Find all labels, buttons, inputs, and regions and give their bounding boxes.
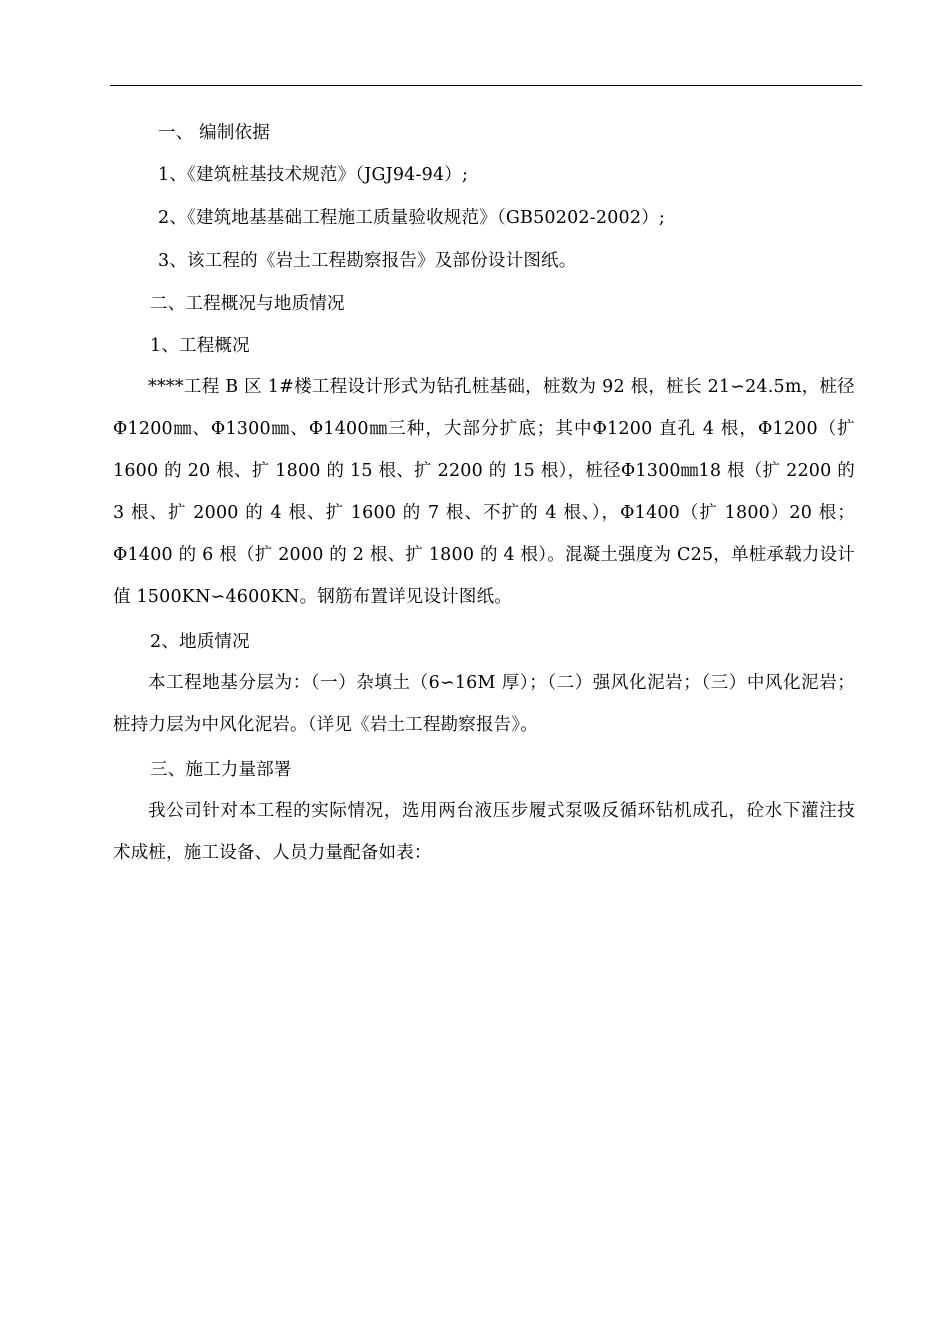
- header-rule: [110, 85, 862, 86]
- section1-heading: 一、 编制依据: [158, 123, 270, 143]
- overview-paragraph: ****工程 B 区 1#楼工程设计形式为钻孔桩基础，桩数为 92 根，桩长 21∽24.5m，桩径Φ1200㎜、Φ1300㎜、Φ1400㎜三种，大部分扩底；其中Φ1200 直孔 4 根，Φ1200（扩 1600 的 20 根、扩 1800 的 15 根、扩 2200 的 15 根），桩径Φ1300㎜18 根（扩 2200 的 3 根、扩 2000 的 4 根、扩 1600 的 7 根、不扩的 4 根、），Φ1400（扩 1800）20 根；Φ1400 的 6 根（扩 2000 的 2 根、扩 1800 的 4 根）。混凝土强度为 C25，单桩承载力设计值 1500KN∽4600KN。钢筋布置详见设计图纸。: [113, 377, 855, 607]
- deployment-paragraph: 我公司针对本工程的实际情况，选用两台液压步履式泵吸反循环钻机成孔，砼水下灌注技术成桩，施工设备、人员力量配备如表：: [113, 801, 855, 863]
- subsection-overview-heading: 1、工程概况: [150, 336, 250, 356]
- section2-heading: 二、工程概况与地质情况: [150, 294, 345, 314]
- basis-item-2: 2、《建筑地基基础工程施工质量验收规范》（GB50202-2002）;: [158, 208, 665, 228]
- basis-item-3: 3、该工程的《岩土工程勘察报告》及部份设计图纸。: [158, 251, 577, 271]
- basis-item-1: 1、《建筑桩基技术规范》（JGJ94-94）;: [158, 165, 469, 185]
- section3-heading: 三、施工力量部署: [150, 760, 292, 780]
- subsection-geology-heading: 2、地质情况: [150, 632, 250, 652]
- geology-paragraph: 本工程地基分层为：（一）杂填土（6∽16M 厚）；（二）强风化泥岩；（三）中风化泥岩；桩持力层为中风化泥岩。（详见《岩土工程勘察报告》。: [113, 673, 855, 735]
